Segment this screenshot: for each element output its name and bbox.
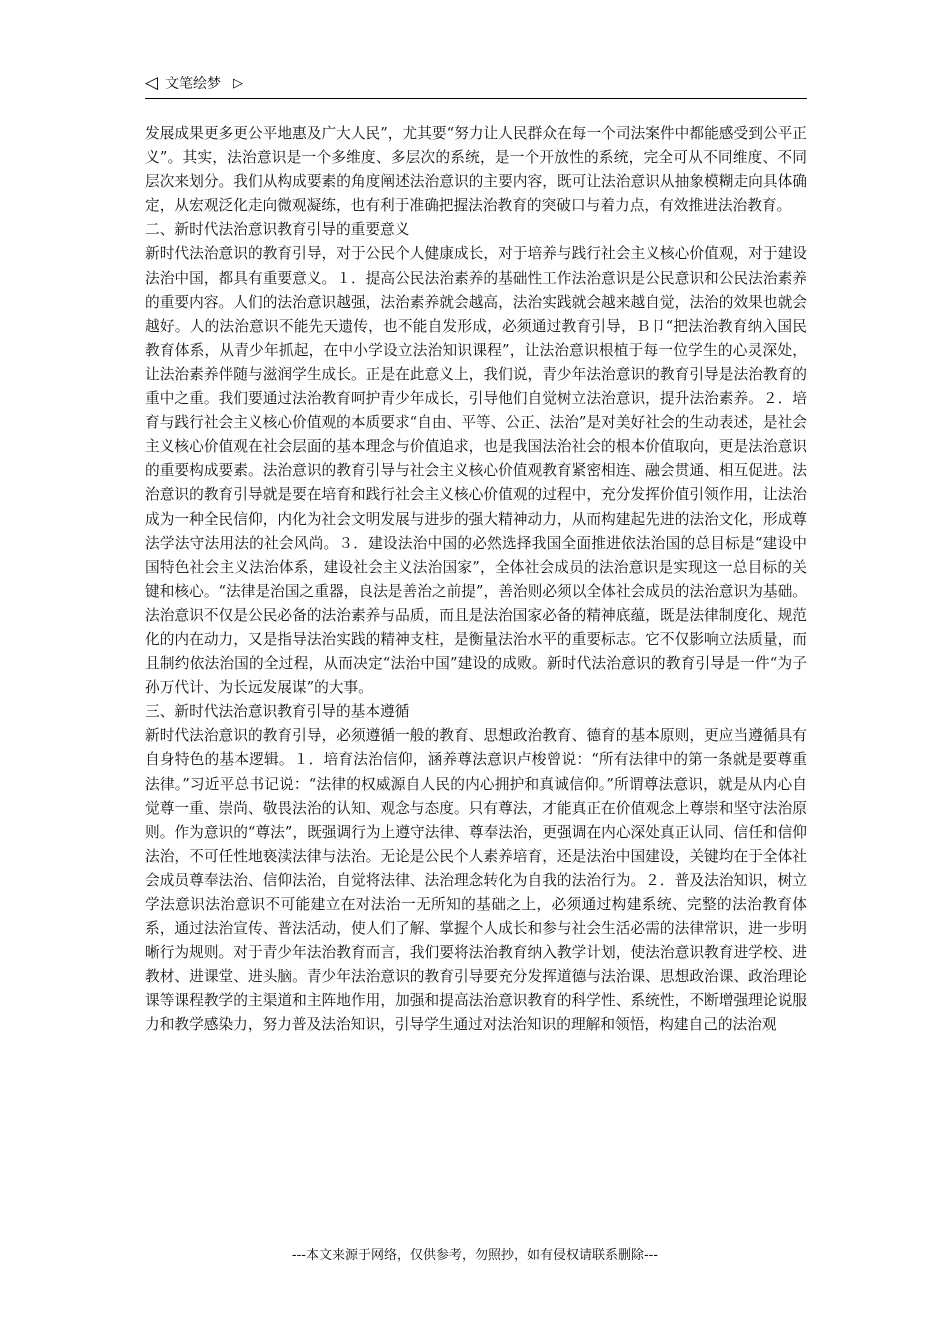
- section-heading: 三、新时代法治意识教育引导的基本遵循: [145, 703, 410, 721]
- header-divider: [145, 98, 807, 99]
- header-brand: 文笔绘梦: [165, 76, 221, 92]
- section-heading: 二、新时代法治意识教育引导的重要意义: [145, 221, 410, 239]
- right-triangle-icon: ▷: [233, 76, 243, 91]
- paragraph: 新时代法治意识的教育引导，对于公民个人健康成长，对于培养与践行社会主义核心价值观，对于建设法治中国，都具有重要意义。１．提高公民法治素养的基础性工作法治意识是公民意识和公民法治素养的重要内容。人们的法治意识越强，法治素养就会越高，法治实践就会越来越自觉，法治的效果也就会越好。人的法治意识不能先天遗传，也不能自发形成，必须通过教育引导，Ｂ卩“把法治教育纳入国民教育体系，从青少年抓起，在中小学设立法治知识课程”，让法治意识根植于每一位学生的心灵深处，让法治素养伴随与滋润学生成长。正是在此意义上，我们说，青少年法治意识的教育引导是法治教育的重中之重。我们要通过法治教育呵护青少年成长，引导他们自觉树立法治意识，提升法治素养。２．培育与践行社会主义核心价值观的本质要求“自由、平等、公正、法治”是对美好社会的生动表述，是社会主义核心价值观在社会层面的基本理念与价值追求，也是我国法治社会的根本价值取向，更是法治意识的重要构成要素。法治意识的教育引导与社会主义核心价值观教育紧密相连、融会贯通、相互促进。法治意识的教育引导就是要在培育和践行社会主义核心价值观的过程中，充分发挥价值引领作用，让法治成为一种全民信仰，内化为社会文明发展与进步的强大精神动力，从而构建起先进的法治文化，形成尊法学法守法用法的社会风尚。３．建设法治中国的必然选择我国全面推进依法治国的总目标是“建设中国特色社会主义法治体系，建设社会主义法治国家”，全体社会成员的法治意识是实现这一总目标的关键和核心。“法律是治国之重器，良法是善治之前提”，善治则必须以全体社会成员的法治意识为基础。法治意识不仅是公民必备的法治素养与品质，而且是法治国家必备的精神底蕴，既是法律制度化、规范化的内在动力，又是指导法治实践的精神支柱，是衡量法治水平的重要标志。它不仅影响立法质量，而且制约依法治国的全过程，从而决定“法治中国”建设的成败。新时代法治意识的教育引导是一件“为子孙万代计、为长远发展谋”的大事。: [145, 245, 807, 697]
- page-header: [145, 72, 805, 98]
- paragraph: 新时代法治意识的教育引导，必须遵循一般的教育、思想政治教育、德育的基本原则，更应当遵循具有自身特色的基本逻辑。１．培育法治信仰，涵养尊法意识卢梭曾说：“所有法律中的第一条就是要尊重法律。”习近平总书记说：“法律的权威源自人民的内心拥护和真诚信仰。”所谓尊法意识，就是从内心自觉尊一重、崇尚、敬畏法治的认知、观念与态度。只有尊法，才能真正在价值观念上尊崇和坚守法治原则。作为意识的“尊法”，既强调行为上遵守法律、尊奉法治，更强调在内心深处真正认同、信任和信仰法治，不可任性地亵渎法律与法治。无论是公民个人素养培育，还是法治中国建设，关键均在于全体社会成员尊奉法治、信仰法治，自觉将法律、法治理念转化为自我的法治行为。２．普及法治知识，树立学法意识法治意识不可能建立在对法治一无所知的基础之上，必须通过构建系统、完整的法治教育体系，通过法治宣传、普法活动，使人们了解、掌握个人成长和参与社会生活必需的法律常识，进一步明晰行为规则。对于青少年法治教育而言，我们要将法治教育纳入教学计划，使法治意识教育进学校、进教材、进课堂、进头脑。青少年法治意识的教育引导要充分发挥道德与法治课、思想政治课、政治理论课等课程教学的主渠道和主阵地作用，加强和提高法治意识教育的科学性、系统性，不断增强理论说服力和教学感染力，努力普及法治知识，引导学生通过对法治知识的理解和领悟，构建自己的法治观: [145, 727, 807, 1034]
- left-triangle-icon: ◁: [145, 73, 159, 93]
- document-body: [145, 122, 807, 1038]
- footer-disclaimer: ---本文来源于网络，仅供参考，勿照抄，如有侵权请联系删除---: [291, 1248, 659, 1263]
- paragraph: 发展成果更多更公平地惠及广大人民”，尤其要“努力让人民群众在每一个司法案件中都能感受到公平正义”。其实，法治意识是一个多维度、多层次的系统，是一个开放性的系统，完全可从不同维度、不同层次来划分。我们从构成要素的角度阐述法治意识的主要内容，既可让法治意识从抽象模糊走向具体确定，从宏观泛化走向微观凝练，也有利于准确把握法治教育的突破口与着力点，有效推进法治教育。: [145, 125, 807, 215]
